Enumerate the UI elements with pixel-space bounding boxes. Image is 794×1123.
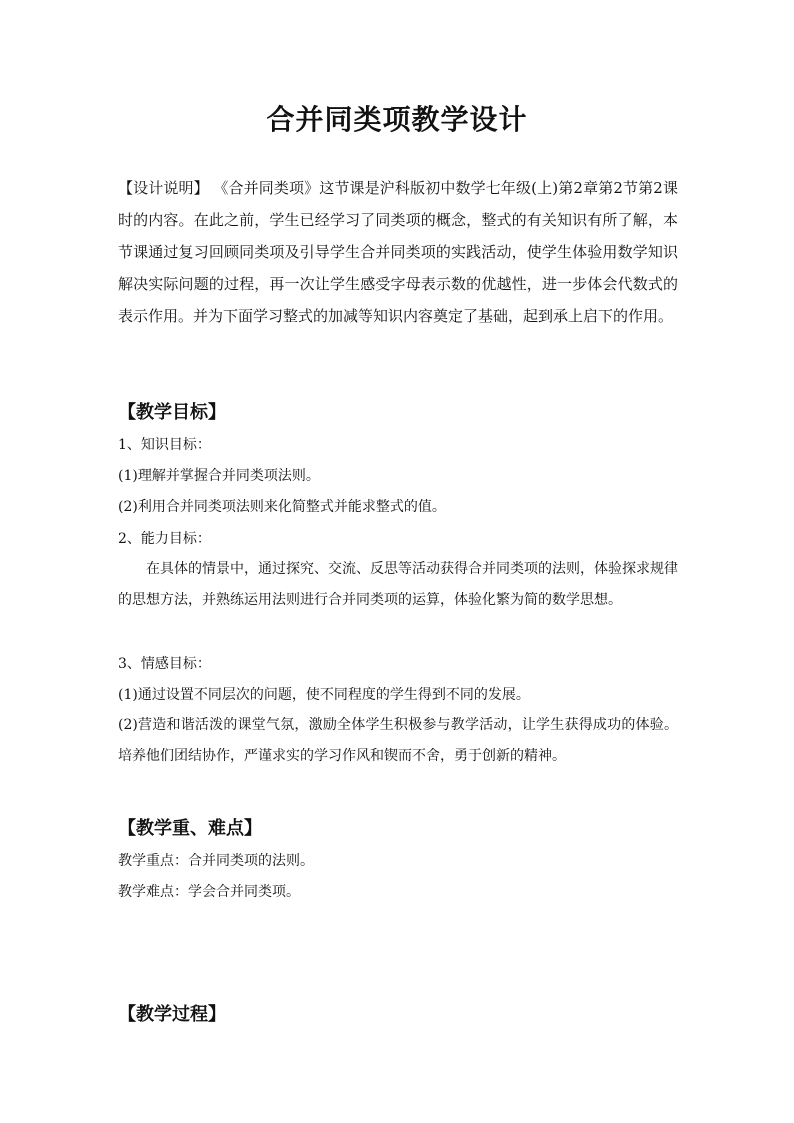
teaching-focus: 教学重点：合并同类项的法则。 [118,853,314,869]
emotion-objective-label: 3、情感目标： [118,656,211,672]
knowledge-objective-item-1: (1)理解并掌握合并同类项法则。 [118,468,320,484]
ability-objective-text: 在具体的情景中，通过探究、交流、反思等活动获得合并同类项的法则，体验探求规律的思想方法，并熟练运用法则进行合并同类项的运算，体验化繁为简的数学思想。 [118,561,678,608]
section-heading-key-points: 【教学重、难点】 [118,818,262,839]
knowledge-objective-label: 1、知识目标： [118,437,211,453]
design-notes-paragraph [118,172,678,332]
teaching-difficulty: 教学难点：学会合并同类项。 [118,884,300,900]
emotion-objective-item-2: (2)营造和谐活泼的课堂气氛，激励全体学生积极参与教学活动，让学生获得成功的体验。培养他们团结协作，严谨求实的学习作风和锲而不舍，勇于创新的精神。 [118,717,678,764]
emotion-objective-item-1: (1)通过设置不同层次的问题，使不同程度的学生得到不同的发展。 [118,687,530,703]
design-notes-text: 《合并同类项》这节课是沪科版初中数学七年级(上)第2章第2节第2课时的内容。在此之前，学生已经学习了同类项的概念，整式的有关知识有所了解，本节课通过复习回顾同类项及引导学生合并同类项的实践活动，使学生体验用数学知识解决实际问题的过程，再一次让学生感受字母表示数的优越性，进一步体会代数式的表示作用。并为下面学习整式的加减等知识内容奠定了基础，起到承上启下的作用。 [118,179,678,325]
section-heading-objectives: 【教学目标】 [118,402,226,423]
knowledge-objective-item-2: (2)利用合并同类项法则来化简整式并能求整式的值。 [118,499,446,515]
design-notes-label: 【设计说明】 [118,179,209,197]
section-heading-process: 【教学过程】 [118,1004,226,1025]
ability-objective-label: 2、能力目标： [118,531,211,547]
document-title: 合并同类项教学设计 [266,103,528,136]
